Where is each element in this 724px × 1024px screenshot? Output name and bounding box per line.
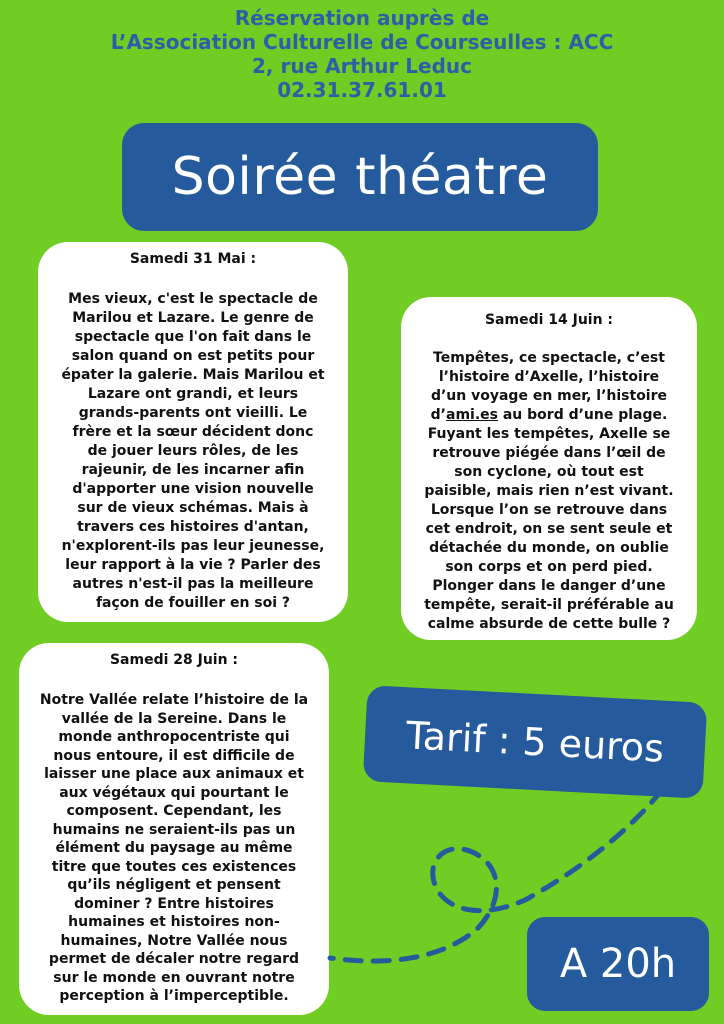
description-line: Lazare ont grandi, et leurs: [87, 386, 299, 402]
description-line: Fuyant les tempêtes, Axelle se: [427, 426, 671, 442]
description-line: leur rapport à la vie ? Parler des: [65, 557, 321, 573]
description-line: spectacle que l'on fait dans le: [74, 329, 312, 345]
reservation-line: Réservation auprès de: [234, 6, 490, 30]
description-line: Notre Vallée relate l’histoire de la: [39, 692, 309, 708]
description-line: cet endroit, on se sent seule et: [425, 521, 673, 537]
description-line: élément du paysage au même: [55, 840, 293, 856]
description-line: humaines et histoires non-: [68, 914, 280, 930]
page-title: Soirée théatre: [171, 147, 549, 207]
text-fragment: d’: [430, 407, 446, 423]
description-line: Plonger dans le danger d’une: [432, 578, 666, 594]
description-line: épater la galerie. Mais Marilou et: [61, 367, 325, 383]
description-line: Tempêtes, ce spectacle, c’est: [433, 350, 665, 366]
text-fragment: au bord d’une plage.: [497, 407, 668, 423]
description-line: détachée du monde, on oublie: [429, 540, 669, 556]
time-badge: [527, 917, 709, 1011]
description-line: n'explorent-ils pas leur jeunesse,: [61, 538, 325, 554]
description-line: humaines, Notre Vallée nous: [60, 932, 288, 949]
description-line: grands-parents ont vieilli. Le: [78, 405, 308, 421]
event-date: Samedi 31 Mai :: [129, 251, 257, 267]
price-label: Tarif : 5 euros: [404, 713, 666, 771]
description-line: Lorsque l’on se retrouve dans: [430, 502, 668, 518]
address: 2, rue Arthur Leduc: [251, 54, 473, 78]
description-line: façon de fouiller en soi ?: [95, 595, 291, 611]
description-line: perception à l’imperceptible.: [59, 988, 289, 1004]
description-line: monde anthropocentriste qui: [58, 729, 290, 745]
description-line: humains ne seraient-ils pas un: [52, 821, 296, 838]
description-line: Mes vieux, c'est le spectacle de: [68, 291, 318, 307]
description-line: composent. Cependant, les: [66, 803, 282, 819]
event-date: Samedi 28 Juin :: [109, 652, 239, 668]
description-line: d’un voyage en mer, l’histoire: [430, 388, 668, 404]
description-line: frère et la sœur décident donc: [72, 424, 314, 440]
underlined-word: ami.es: [446, 407, 498, 423]
phone-number: 02.31.37.61.01: [277, 78, 447, 102]
time-label: A 20h: [559, 941, 677, 987]
description-line: aux végétaux qui pourtant le: [59, 784, 289, 801]
description-line: nous entoure, il est difficile de: [53, 747, 295, 764]
event-date: Samedi 14 Juin :: [484, 312, 614, 328]
description-line: son cyclone, où tout est: [454, 464, 644, 480]
description-line: calme absurde de cette bulle ?: [427, 616, 671, 632]
description-line: laisser une place aux animaux et: [44, 766, 304, 782]
description-line: paisible, mais rien n’est vivant.: [424, 483, 674, 499]
price-badge: [363, 685, 708, 799]
description-line: salon quand on est petits pour: [71, 348, 315, 364]
description-line: autres n'est-il pas la meilleure: [72, 576, 314, 592]
description-line: sur de vieux schémas. Mais à: [77, 500, 309, 516]
description-line: tempête, serait-il préférable au: [424, 597, 674, 613]
description-line: de jouer leurs rôles, de les: [87, 443, 299, 459]
description-line: vallée de la Sereine. Dans le: [61, 710, 287, 727]
description-line: d'apporter une vision nouvelle: [72, 481, 314, 497]
description-line: qu’ils négligent et pensent: [67, 877, 281, 893]
description-line: sur le monde en ouvrant notre: [53, 969, 295, 986]
description-line: retrouve piégée dans l’œil de: [432, 445, 666, 461]
description-line: Marilou et Lazare. Le genre de: [72, 310, 314, 326]
description-line: rajeunir, de les incarner afin: [81, 462, 305, 478]
description-line: travers ces histoires d'antan,: [77, 519, 309, 535]
description-line: son corps et on perd pied.: [445, 559, 653, 575]
description-line: l’histoire d’Axelle, l’histoire: [438, 369, 660, 385]
description-line: permet de décaler notre regard: [48, 951, 300, 967]
description-line: dominer ? Entre histoires: [74, 895, 274, 912]
description-line: titre que toutes ces existences: [51, 858, 297, 875]
association-name: L’Association Culturelle de Courseulles : ACC: [110, 30, 614, 54]
